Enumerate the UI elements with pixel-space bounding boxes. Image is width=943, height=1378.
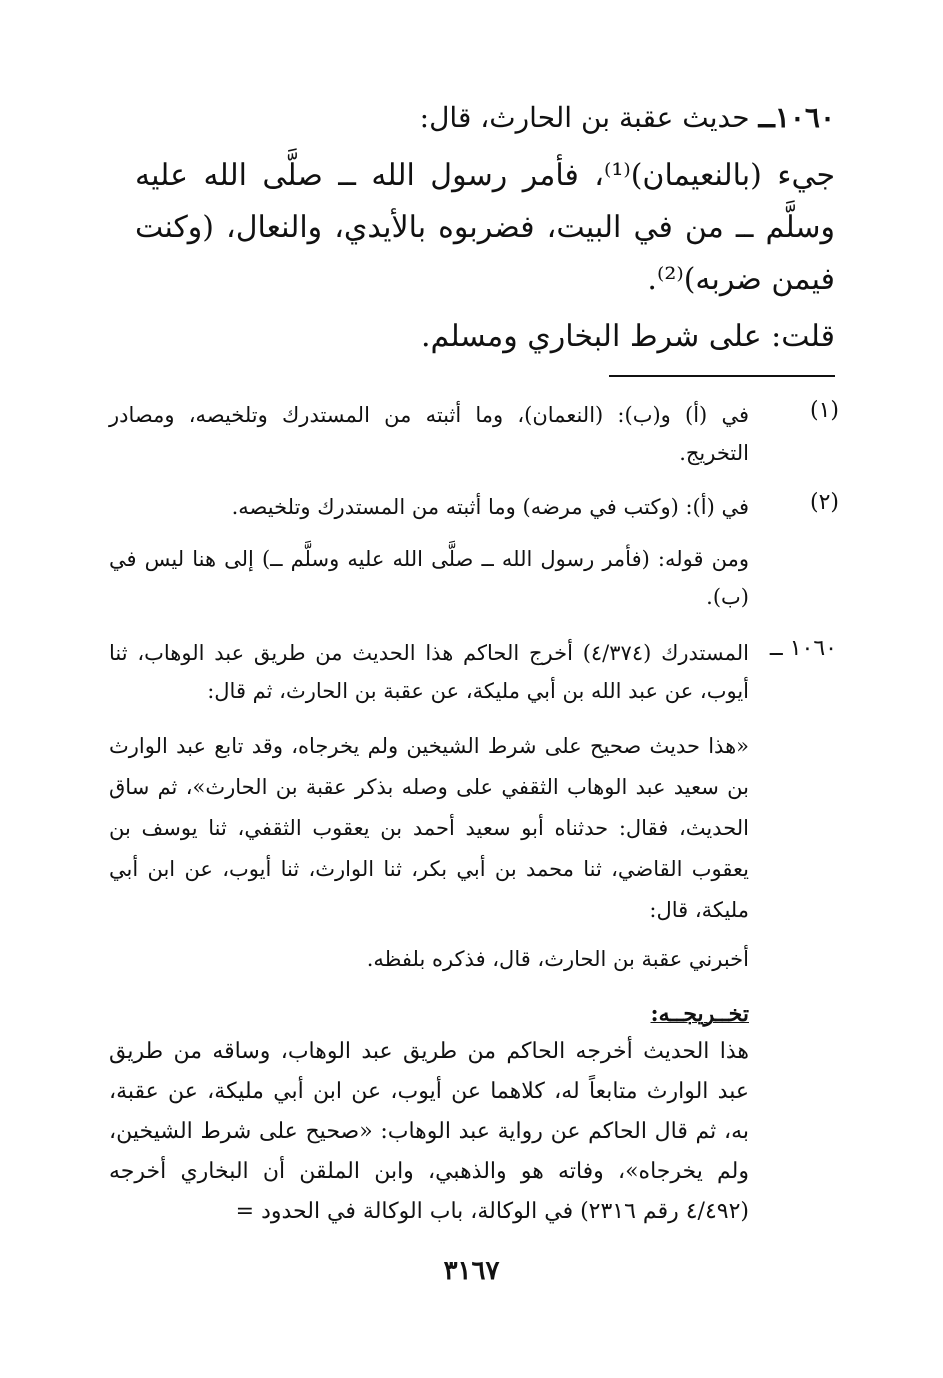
takhrij-title-wrap (109, 994, 749, 1035)
footnote-2-continuation: ومن قوله: (فأمر رسول الله ــ صلَّى الله عليه وسلَّم ــ) إلى هنا ليس في (ب). (109, 547, 749, 609)
commentary-intro: المستدرك (٤/٣٧٤) أخرج الحاكم هذا الحديث من طريق عبد الوهاب، ثنا أيوب، عن عبد الله بن أبي مليكة، عن عقبة بن الحارث، ثم قال: (109, 641, 749, 703)
footnote-2-text: في (أ): (وكتب في مرضه) وما أثبته من المستدرك وتلخيصه. (231, 495, 749, 519)
hadith-heading (135, 96, 835, 140)
hadith-text: جيء (بالنعيمان)⁽¹⁾، فأمر رسول الله ــ صلَّى الله عليه وسلَّم ــ من في البيت، فضربوه بالأيدي، والنعال، (وكنت فيمن ضربه)⁽²⁾. (135, 158, 835, 297)
hakim-quote-end: أخبرني عقبة بن الحارث، قال، فذكره بلفظه. (366, 947, 749, 971)
page-number: ٣١٦٧ (443, 1256, 500, 1286)
footnote-1-text: في (أ) و(ب): (النعمان)، وما أثبته من المستدرك وتلخيصه، ومصادر التخريج. (109, 403, 749, 465)
footnote-2-number: (٢) (809, 490, 839, 515)
takhrij-title: تخــريجــه: (650, 1001, 749, 1027)
author-remark: قلت: على شرط البخاري ومسلم. (420, 319, 835, 354)
hadith-number: ١٠٦٠ــ (758, 101, 835, 134)
footnote-1-number: (١) (809, 398, 839, 423)
footnote-divider (609, 375, 835, 377)
hadith-title: حديث عقبة بن الحارث، قال: (419, 101, 750, 134)
commentary-number: ١٠٦٠ ــ (769, 636, 837, 661)
hakim-quote: «هذا حديث صحيح على شرط الشيخين ولم يخرجاه، وقد تابع عبد الوارث بن سعيد عبد الوهاب الثقفي على وصله بذكر عقبة بن الحارث»، ثم ساق الحديث، فقال: حدثناه أبو سعيد أحمد بن يعقوب الثقفي، ثنا يوسف بن يعقوب القاضي، ثنا محمد بن أبي بكر، ثنا الوارث، ثنا أيوب، عن ابن أبي مليكة، قال: (109, 734, 749, 922)
takhrij-text: هذا الحديث أخرجه الحاكم من طريق عبد الوهاب، وساقه من طريق عبد الوارث متابعاً له، كلاهما عن أيوب، عن ابن أبي مليكة، عن عقبة، به، ثم قال الحاكم عن رواية عبد الوهاب: «صحيح على شرط الشيخين، ولم يخرجاه»، وفاته هو والذهبي، وابن الملقن أن البخاري أخرجه (٤/٤٩٢ رقم ٢٣١٦) في الوكالة، باب الوكالة في الحدود = (109, 1039, 749, 1224)
